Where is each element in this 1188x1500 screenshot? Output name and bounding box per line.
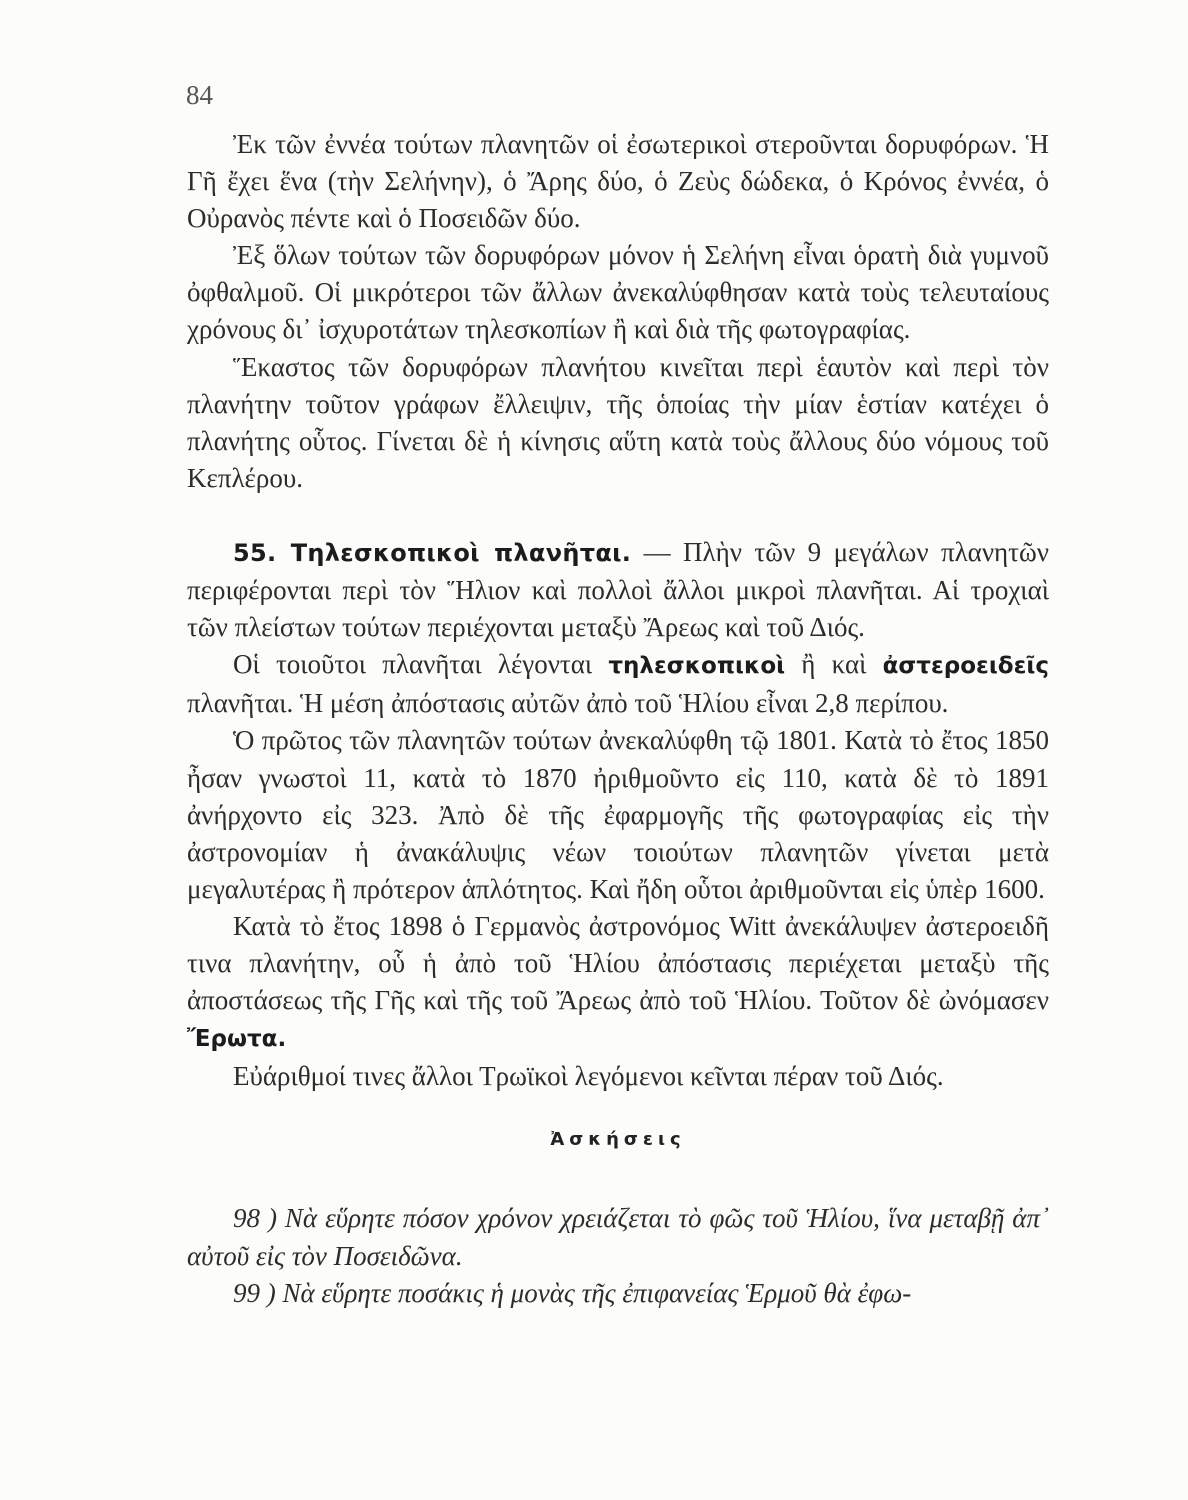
text-run: Οἱ τοιοῦτοι πλανῆται λέγονται [233, 649, 609, 680]
text-run: ἢ καὶ [785, 649, 883, 680]
paragraph-eros [187, 908, 1049, 1058]
term-asteroids: ἀστεροειδεῖς [882, 653, 1049, 680]
exercise-99: 99 ) Νὰ εὕρητε ποσάκις ἡ μονὰς τῆς ἐπιφανείας Ἑρμοῦ θὰ ἐφω- [233, 1277, 912, 1308]
section-heading: 55. Τηλεσκοπικοὶ πλανῆται. [233, 538, 632, 567]
text-run: Κατὰ τὸ ἔτος 1898 ὁ Γερμανὸς ἀστρονόμος Witt ἀνεκάλυψεν ἀστεροειδῆ τινα πλανήτην, οὗ ἡ ἀπὸ τοῦ Ἡλίου ἀπόστασις περιέχεται μεταξὺ τῆς ἀποστάσεως τῆς Γῆς καὶ τῆς τοῦ Ἄρεως ἀπὸ τοῦ Ἡλίου. Τοῦτον δὲ ὠνόμασεν [187, 910, 1049, 1016]
spacer [187, 497, 1049, 534]
paragraph-trojans: Εὐάριθμοί τινες ἄλλοι Τρωϊκοὶ λεγόμενοι κεῖνται πέραν τοῦ Διός. [233, 1061, 944, 1092]
paragraph-discovery-history: Ὁ πρῶτος τῶν πλανητῶν τούτων ἀνεκαλύφθη τῷ 1801. Κατὰ τὸ ἔτος 1850 ἦσαν γνωστοὶ 11, κατὰ τὸ 1870 ἠριθμοῦντο εἰς 110, κατὰ δὲ τὸ 1891 ἀνήρχοντο εἰς 323. Ἀπὸ δὲ τῆς ἐφαρμογῆς τῆς φωτογραφίας εἰς τὴν ἀστρονομίαν ἡ ἀνακάλυψις νέων τοιούτων πλανητῶν γίνεται μετὰ μεγαλυτέρας ἢ πρότερον ἁπλότητος. Καὶ ἤδη οὗτοι ἀριθμοῦνται εἰς ὑπὲρ 1600. [187, 725, 1049, 904]
term-telescopic: τηλεσκοπικοὶ [608, 653, 786, 680]
exercises-title: Ἀσκήσεις [550, 1129, 686, 1151]
page-number: 84 [186, 80, 213, 110]
body-text [187, 126, 1049, 1312]
term-eros: Ἔρωτα. [187, 1026, 287, 1053]
exercise-98: 98 ) Νὰ εὕρητε πόσον χρόνον χρειάζεται τὸ φῶς τοῦ Ἡλίου, ἵνα μεταβῇ ἀπ᾽ αὐτοῦ εἰς τὸν Ποσειδῶνα. [187, 1203, 1049, 1271]
paragraph-orbit: Ἕκαστος τῶν δορυφόρων πλανήτου κινεῖται περὶ ἑαυτὸν καὶ περὶ τὸν πλανήτην τοῦτον γράφων ἔλλειψιν, τῆς ὁποίας τὴν μίαν ἑστίαν κατέχει ὁ πλανήτης οὗτος. Γίνεται δὲ ἡ κίνησις αὕτη κατὰ τοὺς ἄλλους δύο νόμους τοῦ Κεπλέρου. [187, 351, 1049, 493]
paragraph-section-55 [187, 534, 1049, 646]
paragraph-satellites-count: Ἐκ τῶν ἐννέα τούτων πλανητῶν οἱ ἐσωτερικοὶ στεροῦνται δορυφόρων. Ἡ Γῆ ἔχει ἕνα (τὴν Σελήνην), ὁ Ἄρης δύο, ὁ Ζεὺς δώδεκα, ὁ Κρόνος ἐννέα, ὁ Οὐρανὸς πέντε καὶ ὁ Ποσειδῶν δύο. [187, 129, 1049, 234]
paragraph-visibility: Ἐξ ὅλων τούτων τῶν δορυφόρων μόνον ἡ Σελήνη εἶναι ὁρατὴ διὰ γυμνοῦ ὀφθαλμοῦ. Οἱ μικρότεροι τῶν ἄλλων ἀνεκαλύφθησαν κατὰ τοὺς τελευταίους χρόνους δι᾽ ἰσχυροτάτων τηλεσκοπίων ἢ καὶ διὰ τῆς φωτογραφίας. [187, 240, 1049, 345]
paragraph-asteroids-names [187, 646, 1049, 722]
section-intro-text: — Πλὴν τῶν 9 μεγάλων πλανητῶν περιφέρονται περὶ τὸν Ἥλιον καὶ πολλοὶ ἄλλοι μικροὶ πλανῆται. Αἱ τροχιαὶ τῶν πλείστων τούτων περιέχονται μεταξὺ Ἄρεως καὶ τοῦ Διός. [187, 536, 1049, 643]
text-run: πλανῆται. Ἡ μέση ἀπόστασις αὐτῶν ἀπὸ τοῦ Ἡλίου εἶναι 2,8 περίπου. [187, 688, 949, 719]
